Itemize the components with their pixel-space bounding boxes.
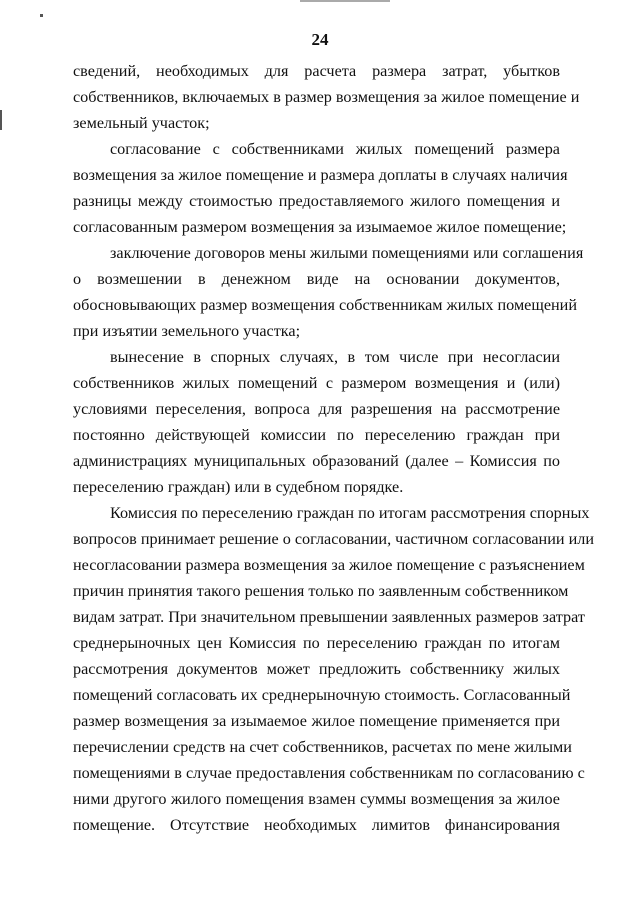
paragraph (73, 58, 580, 136)
text-line: администрациях муниципальных образований (далее – Комиссия по (73, 452, 560, 470)
scan-artifact (40, 14, 43, 17)
text-line: ними другого жилого помещения взамен суммы возмещения за жилое (73, 790, 560, 808)
text-line: собственников, включаемых в размер возмещения за жилое помещение и (73, 88, 580, 106)
text-line: при изъятии земельного участка; (73, 322, 301, 340)
text-line: разницы между стоимостью предоставляемого жилого помещения и (73, 192, 560, 210)
text-line: заключение договоров мены жилыми помещениями или соглашения (110, 244, 584, 262)
scan-artifact (300, 0, 390, 2)
scan-artifact (0, 110, 2, 130)
text-line: помещение. Отсутствие необходимых лимитов финансирования (73, 816, 560, 834)
document-body (73, 58, 594, 838)
text-line: переселению граждан) или в судебном порядке. (73, 478, 404, 496)
text-line: Комиссия по переселению граждан по итогам рассмотрения спорных (110, 504, 590, 522)
paragraph (73, 344, 560, 500)
text-line: помещениями в случае предоставления собственникам по согласованию с (73, 764, 585, 782)
text-line: постоянно действующей комиссии по переселению граждан при (73, 426, 560, 444)
text-line: согласованным размером возмещения за изымаемое жилое помещение; (73, 218, 567, 236)
text-line: собственников жилых помещений с размером возмещения и (или) (73, 374, 560, 392)
text-line: среднерыночных цен Комиссия по переселению граждан по итогам (73, 634, 560, 652)
paragraph (73, 136, 568, 240)
text-line: вынесение в спорных случаях, в том числе при несогласии (110, 348, 560, 366)
text-line: возмещения за жилое помещение и размера доплаты в случаях наличия (73, 166, 568, 184)
text-line: несогласовании размера возмещения за жилое помещение с разъяснением (73, 556, 585, 574)
page-number: 24 (311, 30, 329, 49)
text-line: о возмешении в денежном виде на основании документов, (73, 270, 560, 288)
text-line: обосновывающих размер возмещения собственникам жилых помещений (73, 296, 578, 314)
text-line: причин принятия такого решения только по заявленным собственником (73, 582, 569, 600)
paragraph (73, 240, 584, 344)
text-line: видам затрат. При значительном превышении заявленных размеров затрат (73, 608, 585, 626)
text-line: размер возмещения за изымаемое жилое помещение применяется при (73, 712, 560, 730)
text-line: условиями переселения, вопроса для разрешения на рассмотрение (73, 400, 560, 418)
text-line: вопросов принимает решение о согласовании, частичном согласовании или (73, 530, 594, 548)
text-line: помещений согласовать их среднерыночную стоимость. Согласованный (73, 686, 571, 704)
paragraph (73, 500, 594, 838)
text-line: рассмотрения документов может предложить собственнику жилых (73, 660, 560, 678)
text-line: перечислении средств на счет собственников, расчетах по мене жилыми (73, 738, 572, 756)
text-line: земельный участок; (73, 114, 210, 132)
text-line: согласование с собственниками жилых помещений размера (110, 140, 560, 158)
text-line: сведений, необходимых для расчета размера затрат, убытков (73, 62, 560, 80)
